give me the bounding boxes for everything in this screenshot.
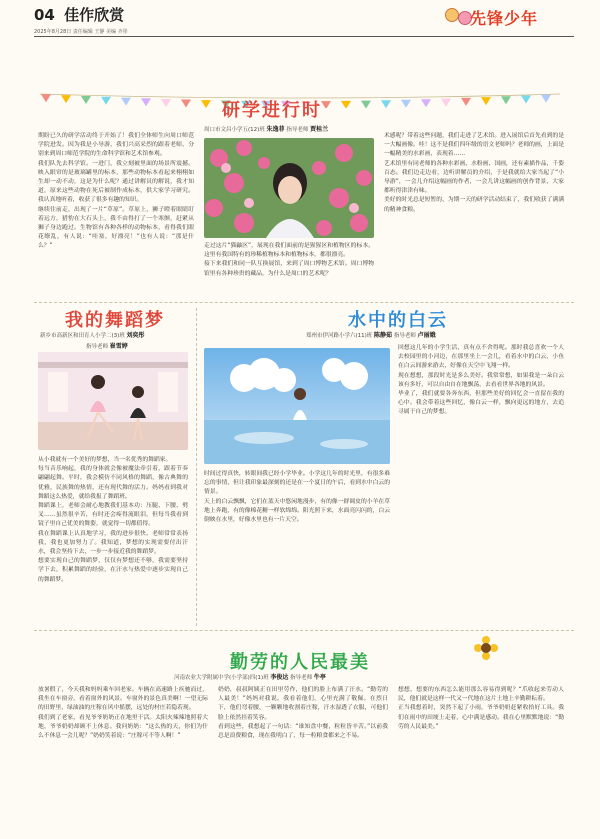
article-column: [38, 686, 208, 826]
article-column: [398, 686, 564, 826]
bunting-flag: [401, 100, 411, 108]
dancing-girls-illustration: [38, 352, 188, 450]
girl-with-flowers-photo: [204, 138, 374, 238]
bunting-flag: [421, 99, 431, 107]
article-title: 研学进行时: [222, 100, 322, 121]
article-byline: 新乡市高新区和田育人小学二(3)班 刘奕彤: [40, 332, 145, 339]
article-text: 奶奶，叔叔阿姨正在田里劳作，他们的脸上布满了汗水。“勤劳的人最美！”妈妈对我说。我看着他们，心里充满了敬佩。在烈日下，他们弯着腰，一颗颗地收割着庄稼，汗水湿透了衣服，可他们脸上依然挂着笑容。 看到这些，我想起了一句话：“谁知盘中餐，粒粒皆辛苦。”以前我总是浪费粮食，现在我明白了，每一粒粮食都来之不易。: [218, 687, 388, 740]
bunting-flag: [161, 99, 171, 107]
bunting-flag: [101, 97, 111, 105]
section-divider: [34, 630, 574, 631]
article-column: [218, 686, 388, 826]
bunting-flag: [61, 95, 71, 103]
article-text: 想想，想要的东西怎么能用那么容易得到呢？“爪收起来劳动人民，他们就是这样一代又一代地在这片土地上辛勤耕耘着。 正当我想着时，突然下起了小雨，爷爷奶奶赶紧收拾好工具。我们在雨中的田埂上走着，心中满是感动。我在心里默默地说：“勤劳的人民最美。”: [398, 687, 564, 730]
sunflower-icon: [474, 636, 498, 660]
girl-by-water-illustration: [204, 348, 390, 464]
mascot-boy-icon: [445, 8, 459, 22]
page-header: [34, 4, 124, 25]
bunting-flag: [501, 96, 511, 104]
article-text: 回想这几年的小学生活，真有点不舍得呢。那时我总喜欢一个人去校园里的小河边，在那里坐上一会儿，看着水中的白云，小鱼在白云间游来游去，好像在天空中飞翔一样。 现在想想，那段时光是多么美好。我常常想，如果我是一朵白云该有多好，可以自由自在地飘荡，去看看世界各地的风景。 毕业了，我们就要各奔东西，但那些美好的回忆会一直留在我的心中。我会带着这些回忆，像白云一样，飘向更远的地方，去追寻属于自己的梦想。: [398, 345, 564, 416]
header-rule: [34, 36, 574, 37]
bunting-flag: [441, 99, 451, 107]
bunting-flag: [141, 98, 151, 106]
article-text: 术感呢？带着这些问题，我们走进了艺术馆。进入展馆后首先看到的是一大幅画像。哇！这不是我们四年级的语文老师吗？老师的画，上面是一幅精美的水彩画，表现着…… 艺术馆里有同老师的各种水彩画、水粉画、国画，还有素描作品，千姿百态。我们边走边看，边听讲解员的介绍，于是我就给大家当起了“小导游”，一会儿介绍这幅画的作者，一会儿讲这幅画的创作背景，大家都听得津津有味。 美好的时光总是短暂的，为期一天的研学活动结束了，我们收获了满满的精神食粮。: [384, 133, 564, 213]
teacher-byline: 指导老师 崔雪婷: [86, 343, 128, 350]
article-byline: 河南农业大学附属中学(小学部)四(1)班 李俊达 指导老师 牛亭: [174, 674, 326, 681]
bunting-flag: [181, 100, 191, 108]
bunting-flag: [361, 101, 371, 108]
article-byline: 郑州市伊河路小学六(11)班 陈静茹 指导老师 卢丽娥: [306, 332, 436, 339]
bunting-flag: [321, 101, 331, 108]
article-column: [398, 344, 564, 626]
bunting-flag: [481, 97, 491, 105]
article-text: 期盼已久的研学活动终于开始了！我们全体师生向周口师范学院进发。因为我是小导游，我们兴高采烈的跟着老师，分别来到周口师范学院的生命科学馆和艺术馆参观。 我们队先去科学馆。一进门，我立刻被里面的场景所震撼。映入眼帘的是玻璃罐里的标本，那些动物标本看起来栩栩如生却一动不动，这是为什么呢？通过讲解员的解说，我才知道，原来这些动物在死后被制作成标本，供大家学习研究。我认真地听着，收获了很多有趣的知识。 继续往前走，出现了一片“草原”。草原上，狮子瞪着眼睛盯着远方，猎豹在大石头上，我不由得打了一个寒颤，赶紧从狮子身边跑过。生物馆有各种各样的动物标本，看得我们眼花缭乱，有人说：“哇塞，好漂亮！”也有人说：“那是什么？”: [38, 133, 194, 250]
bunting-flag: [381, 100, 391, 108]
article-text: 放暑假了，今天我和妈妈乘车回老家。车辆在高速路上疾驰而过，我坐在车窗旁，看着窗外的风景。车窗外的景色真美啊！一望无际的田野里，绿油油的庄稼在风中摇摆，远处的村庄若隐若现。 我们到了老家，看见爷爷奶奶正在地里干活。太阳火辣辣地照着大地，爷爷奶奶却顾不上休息。我问奶奶：“这么热的天，你们为什么不休息一会儿呢？”奶奶笑着说：“庄稼可不等人啊！”: [38, 687, 208, 740]
article-text: 从小我就有一个美好的梦想，当一名优秀的舞蹈家。 每当音乐响起，我的身体就会像被魔法牵引着，跟着节奏翩翩起舞。平时，我会模仿不同风格的舞蹈，像古典舞的优雅，民族舞的热情，还有现代舞的活力。妈妈看到我对舞蹈这么热爱，就给我报了舞蹈班。 舞蹈课上，老师会耐心地教我们基本功：压腿、下腰、劈叉……虽然很辛苦，有时还会疼得流眼泪，但每当我看到镜子里自己优美的舞姿，就觉得一切都值得。 我在舞蹈课上认真地学习，我的进步很快。老师常常表扬我，我也更加努力了。我知道，梦想的实现需要付出汗水，我会坚持下去，一步一步接近我的舞蹈梦。 想要实现自己的舞蹈梦，仅仅有梦想还不够，我需要坚持学下去，积累舞蹈的经验，在汗水与热爱中逐步实现自己的舞蹈梦。: [38, 457, 188, 583]
article-byline: 周口市文昌小学五(12)班 朱逸菲 指导老师 贾桂兰: [204, 126, 329, 133]
article-title: 勤劳的人民最美: [230, 652, 370, 673]
brand-logo: 先锋少年: [470, 9, 539, 28]
article-column: [38, 456, 188, 616]
bunting-flag: [201, 100, 211, 108]
article-column: [38, 132, 194, 300]
page-number: 04: [34, 6, 55, 24]
photo-caption: 走过这片“猫鼬区”，展现在我们面前的是猩猩区和植物区的标本。这里有我国特有的珍稀植物标本和植物标本，都很漂亮。 接下来我们和同一队互换展馆，来到了周口博物艺术馆。周口博物馆里有各种珍贵的藏品，为什么是周口的艺术呢？: [204, 243, 374, 277]
article-text: 时间过得真快，转眼间我已经小学毕业。小学这几年的时光里，有很多难忘的事情，但让我印象最深刻的还是在一个夏日的午后，看到水中白云的情景。 天上的白云飘飘，它们在蓝天中悠闲地漫步，有的像一群调皮的小羊在草地上奔跑，有的像棉花糖一样软绵绵。阳光照下来，水面亮闪闪的，白云倒映在水里，好像水里也有一片天空。: [204, 471, 390, 524]
article-column: [204, 470, 390, 626]
article-title: 水中的白云: [348, 310, 448, 331]
section-title: 佳作欣赏: [64, 6, 125, 24]
bunting-flag: [461, 98, 471, 106]
bunting-flag: [341, 101, 351, 108]
bunting-flag: [541, 95, 551, 103]
bunting-flag: [41, 94, 51, 102]
section-divider: [34, 302, 574, 303]
bunting-flag: [81, 96, 91, 104]
bunting-flag: [521, 95, 531, 103]
article-title: 我的舞蹈梦: [65, 310, 165, 331]
header-meta: 2025年8月28日 责任编辑 王静 美编 齐彤: [34, 29, 128, 35]
bunting-flag: [121, 98, 131, 106]
column-divider: [196, 308, 197, 626]
article-column: [384, 132, 564, 300]
